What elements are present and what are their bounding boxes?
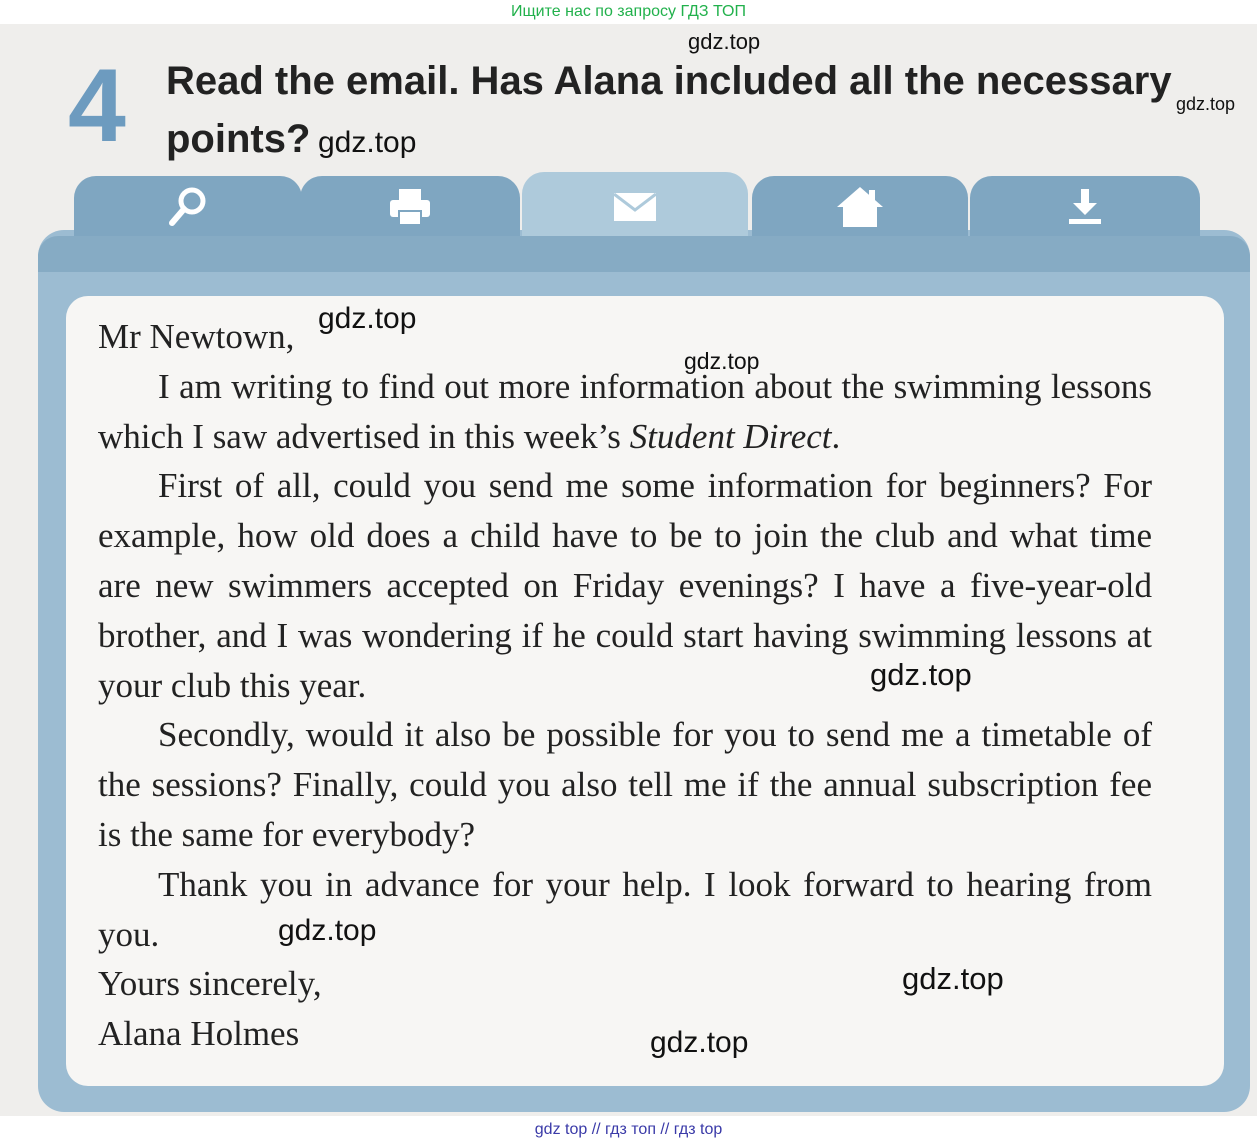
email-paragraph-4: Thank you in advance for your help. I look forward to hearing from you.	[98, 864, 1152, 954]
tab-print[interactable]	[300, 176, 520, 238]
email-paragraph-1: I am writing to find out more information about the swimming lessons which I saw advertised in this week’s Student Direct.	[98, 366, 1152, 456]
watermark: gdz.top	[684, 348, 760, 374]
email-toolbar-bar	[38, 236, 1250, 272]
tab-search[interactable]	[74, 176, 302, 238]
top-banner[interactable]: Ищите нас по запросу ГДЗ ТОП	[0, 0, 1257, 24]
watermark: gdz.top	[902, 961, 1004, 996]
email-paragraph-3: Secondly, would it also be possible for you to send me a timetable of the sessions? Finally, could you also tell me if the annual subscription fee is the same for everybody?	[98, 715, 1152, 854]
email-text	[98, 312, 1152, 1059]
watermark: gdz.top	[318, 126, 417, 159]
exercise-instruction: Read the email. Has Alana included all the necessary points?	[166, 59, 1172, 161]
envelope-icon	[613, 191, 657, 223]
email-signature: Alana Holmes	[98, 1014, 300, 1054]
magazine-title: Student Direct	[629, 416, 832, 456]
bottom-banner[interactable]: gdz top // гдз топ // гдз top	[0, 1116, 1257, 1144]
watermark: gdz.top	[278, 914, 377, 947]
search-icon	[166, 185, 210, 229]
email-closing: Yours sincerely,	[98, 964, 322, 1004]
watermark: gdz.top	[1176, 94, 1236, 114]
watermark: gdz.top	[870, 657, 972, 692]
home-icon	[835, 185, 885, 229]
download-icon	[1065, 187, 1105, 227]
printer-icon	[388, 187, 432, 227]
email-greeting: Mr Newtown,	[98, 317, 295, 356]
watermark: gdz.top	[688, 29, 761, 54]
tab-download[interactable]	[970, 176, 1200, 238]
watermark: gdz.top	[650, 1026, 749, 1059]
watermark: gdz.top	[318, 302, 417, 335]
tab-home[interactable]	[752, 176, 968, 238]
tab-email[interactable]	[522, 172, 748, 242]
email-paragraph-2: First of all, could you send me some information for beginners? For example, how old does a child have to be to join the club and what time are new swimmers accepted on Friday evenings? I have a five-year-old brother, and I was wondering if he could start having swimming lessons at your club this year.	[98, 466, 1152, 705]
exercise-number: 4	[68, 48, 126, 164]
